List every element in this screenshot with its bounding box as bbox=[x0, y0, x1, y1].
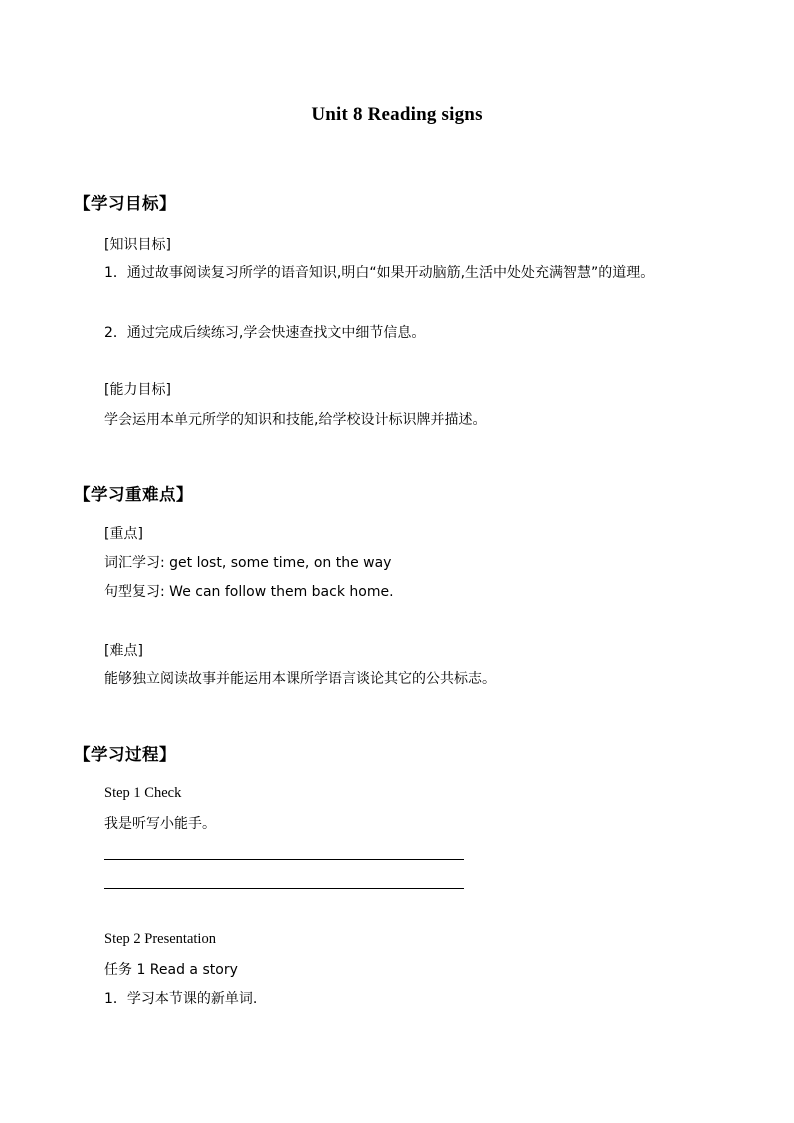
task-1-label: 任务 1 Read a story bbox=[104, 962, 238, 978]
objective-item-1: 1．通过故事阅读复习所学的语音知识,明白“如果开动脑筋,生活中处处充满智慧”的道理。 bbox=[104, 265, 655, 281]
difficulty-label: [难点] bbox=[104, 643, 143, 659]
ability-objective-label: [能力目标] bbox=[104, 382, 171, 398]
step-1-text: 我是听写小能手。 bbox=[104, 816, 216, 832]
step-1-label: Step 1 Check bbox=[104, 785, 182, 801]
task-1-item-1: 1．学习本节课的新单词. bbox=[104, 991, 258, 1007]
vocabulary-line: 词汇学习: get lost, some time, on the way bbox=[104, 555, 392, 571]
sentence-pattern-line: 句型复习: We can follow them back home. bbox=[104, 584, 394, 600]
dictation-blank-line-1[interactable] bbox=[104, 859, 464, 860]
dictation-blank-line-2[interactable] bbox=[104, 888, 464, 889]
focus-label: [重点] bbox=[104, 526, 143, 542]
difficulty-text: 能够独立阅读故事并能运用本课所学语言谈论其它的公共标志。 bbox=[104, 671, 496, 687]
objective-item-2: 2．通过完成后续练习,学会快速查找文中细节信息。 bbox=[104, 325, 426, 341]
knowledge-objective-label: [知识目标] bbox=[104, 237, 171, 253]
step-2-label: Step 2 Presentation bbox=[104, 931, 216, 947]
document-title: Unit 8 Reading signs bbox=[311, 104, 483, 125]
ability-objective-text: 学会运用本单元所学的知识和技能,给学校设计标识牌并描述。 bbox=[104, 412, 487, 428]
process-heading: 【学习过程】 bbox=[74, 745, 176, 764]
key-points-heading: 【学习重难点】 bbox=[74, 485, 193, 504]
objectives-heading: 【学习目标】 bbox=[74, 194, 176, 213]
